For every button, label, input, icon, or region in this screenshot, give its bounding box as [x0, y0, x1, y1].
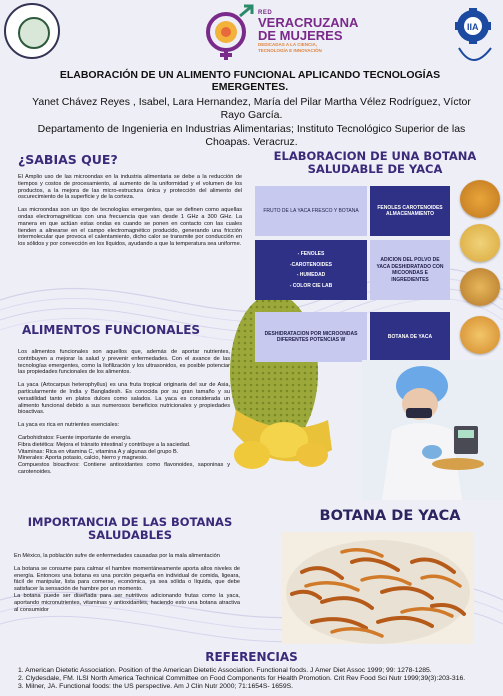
mixed-snack-image — [460, 316, 500, 354]
analysis-item: - FENOLES — [297, 251, 325, 257]
sabias-paragraph-1: El Amplio uso de las microondas en la industria alimentaria se debe a la reducción de tiempos y costos de procesamiento, al aumento de la uniformidad y el volumen de los productos, a la mejora de las micro-estructura única y protección del alimento del oscurecimiento de la superficie y de la corteza. — [18, 174, 242, 201]
lab-worker-image — [362, 360, 503, 500]
authors: Yanet Chávez Reyes , Isabel, Lara Hernandez, María del Pilar Martha Vélez Rodríguez, Víctor Rayo García. — [32, 96, 471, 121]
funcionales-heading: ALIMENTOS FUNCIONALES — [22, 323, 201, 337]
reference-item: 2. Clydesdale, FM. ILSI North America Technical Committee on Food Components for Health Promotion. Crit Rev Food Sci Nutr 1999;39(3):203-316. — [18, 675, 466, 683]
network-line-1: RED — [258, 10, 273, 16]
sabias-paragraph-2: Las microondas son un tipo de tecnologías emergentes, que se definen como aquellas ondas electromagnéticas con una frecuencia que van desde 1 GHz a 300 GHz. La manera en que actúan estas ondas es cuando se ponen en contacto con las cuales tienden a alinearse en el campo electromagnético producido, generando una fricción intermolecular que provoca el calentamiento, dicho calor se transmite por conducción en los sólidos y por convección en los líquidos, ayudando a que la temperatura sea uniforme. — [18, 207, 242, 248]
dried-yaca-image — [460, 268, 500, 306]
analysis-item: - COLOR CIE LAB — [289, 282, 333, 289]
network-line-2b: DE MUJERES — [258, 28, 343, 43]
references-list — [18, 667, 503, 692]
analysis-item: - HUMEDAD — [296, 272, 326, 278]
yaca-pieces-image — [460, 224, 500, 262]
engineering-logo — [451, 2, 499, 74]
svg-text:IIA: IIA — [467, 22, 479, 32]
importancia-paragraph-2: La botana se consume para calmar el hambre momentáneamente aporta altos niveles de energía. Entonces una botana es una porción pequeña en individual de comida, ligeara, fácil de manipular, lista para comerse, económica, ya sea sólida o líquida, que debe satisfacer la sensación de hambre por un momento. — [14, 565, 240, 593]
institute-logo — [4, 3, 60, 59]
women-network-logo — [196, 2, 256, 62]
funcionales-paragraph-3: La yaca es rica en nutrientes esenciales: — [18, 422, 120, 429]
importancia-heading — [20, 516, 240, 542]
funcionales-text — [18, 349, 230, 476]
nutrient-item: Vitaminas: Rica en vitamina C, vitamina A y algunas del grupo B. — [18, 448, 179, 455]
poster-title: ELABORACIÓN DE UN ALIMENTO FUNCIONAL APLICANDO TECNOLOGÍAS EMERGENTES. — [59, 69, 441, 93]
network-line-3b: TECNOLOGÍA E INNOVACIÓN — [258, 48, 322, 53]
flow-box-microwave: DESHIDRATACION POR MICROONDAS DIFERENTES POTENCIAS W — [255, 312, 367, 362]
elaboracion-heading-line-1: ELABORACION DE UNA BOTANA — [273, 149, 477, 163]
funcionales-paragraph-2: La yaca (Artocarpus heterophyllus) es una fruta tropical originaria del sur de Asia, particularmente de India y Bangladesh. Es conocida por su gran tamaño y su versatilidad tanto en platos dulces como salados. La yaca es considerada un alimento funcional debido a sus numerosos beneficios nutricionales y propiedades bioactivas. — [18, 382, 230, 416]
nutrient-item: Minerales: Aporta potasio, calcio, hierro y magnesio. — [18, 455, 148, 462]
nutrient-item: Carbohidratos: Fuente importante de energía. — [18, 434, 132, 441]
importancia-paragraph-1: En México, la población sufre de enfermedades causadas por la mala alimentación — [14, 553, 220, 559]
snack-photo — [282, 532, 474, 644]
flow-box-phenols: FENOLES CAROTENOIDES ALMACENAMIENTO — [370, 186, 450, 236]
network-line-3a: DEDICADAS A LA CIENCIA, — [258, 42, 318, 47]
network-line-2a: VERACRUZANA — [258, 15, 359, 30]
importancia-paragraph-3: La botana puede ser diseñada para ser nutritivos adicionando frutas como la yaca, aportando micronutrientes, vitaminas y antioxidantes, haciendo esto una botana atractiva al consumidor — [14, 592, 240, 613]
network-title — [258, 10, 358, 54]
analysis-item: -CAROTENOIDES — [290, 261, 332, 268]
flow-box-snack: BOTANA DE YACA — [370, 312, 450, 362]
elaboracion-heading-line-2: SALUDABLE DE YACA — [307, 162, 443, 176]
nutrient-item: Fibra dietética: Mejora el tránsito intestinal y contribuye a la saciedad. — [18, 441, 191, 448]
importancia-text — [14, 553, 240, 613]
powder-bowl-image — [460, 180, 500, 218]
sabias-text — [18, 174, 242, 248]
flow-box-powder: ADICION DEL POLVO DE YACA DESHIDRATADO CON MICOONDAS E INGREDIENTES — [370, 240, 450, 300]
affiliation: Departamento de Ingenieria en Industrias Alimentarias; Instituto Tecnológico Superior de las Choapas. Veracruz. — [37, 123, 466, 148]
funcionales-paragraph-1: Los alimentos funcionales son aquellos que, además de aportar nutrientes, contribuyen a mejorar la salud y prevenir enfermedades. Con el avance de las tecnologías emergentes, como la liofilización y los ultrasonidos, es posible potenciar las propiedades funcionales de los alimentos. — [18, 349, 230, 376]
importancia-heading-line-2: SALUDABLES — [87, 528, 173, 542]
nutrient-item: Compuestos bioactivos: Contiene antioxidantes como flavonoides, saponinas y carotenoides. — [18, 462, 230, 475]
reference-item: 1. American Dietetic Association. Position of the American Dietetic Association. Functional foods. J Amer Diet Assoc 1999; 99: 1278-1285. — [18, 667, 432, 674]
botana-title: BOTANA DE YACA — [319, 508, 461, 524]
sabias-heading: ¿SABIAS QUE? — [18, 152, 118, 167]
importancia-heading-line-1: IMPORTANCIA DE LAS BOTANAS — [27, 515, 233, 529]
reference-item: 3. Milner, JA. Functional foods: the US perspective. Am J Clin Nutr 2000; 71:1654S- 1659S. — [18, 683, 294, 691]
referencias-heading: REFERENCIAS — [205, 650, 298, 664]
flow-box-analysis — [255, 240, 367, 300]
flow-box-fresh-fruit: FRUTO DE LA YACA FRESCO Y BOTANA — [255, 186, 367, 236]
elaboracion-heading — [262, 150, 488, 176]
